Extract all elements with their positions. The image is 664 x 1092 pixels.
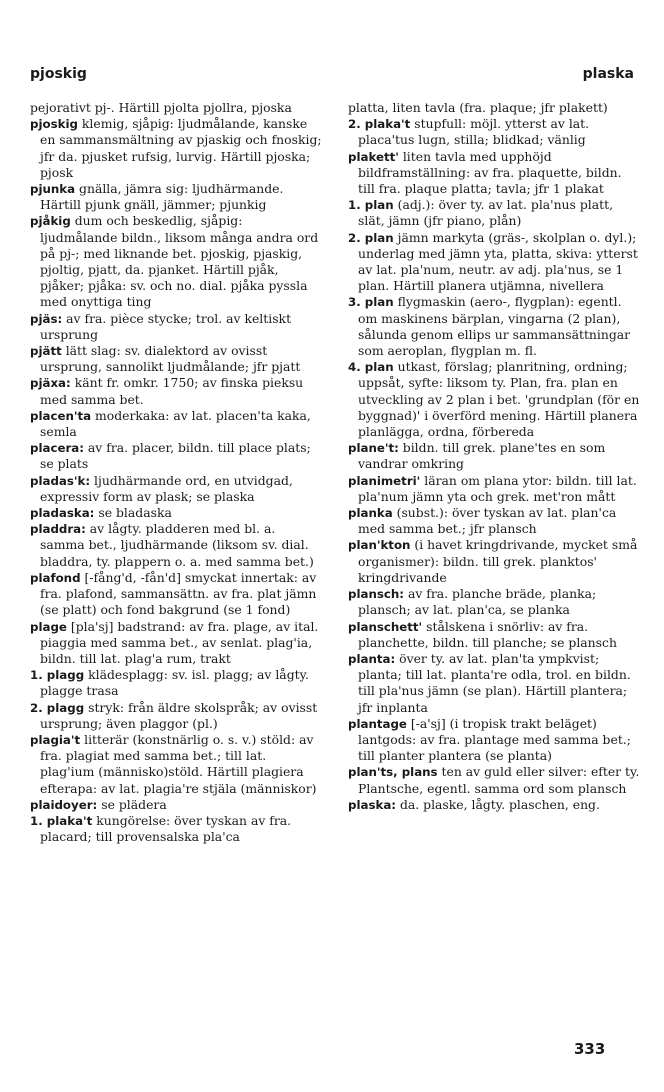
entry-headword: pladaska:: [30, 506, 95, 521]
entry-definition: läran om plana ytor: bildn. till lat. pla'num jämn yta och grek. met'ron mått: [358, 472, 637, 504]
entry-headword: plaidoyer:: [30, 797, 98, 812]
entry-definition: av lågty. pladderen med bl. a. samma bet., ljudhärmande (liksom sv. dial. bladdra, ty. plappern o. a. med samma bet.): [40, 521, 314, 569]
entry-definition: jämn markyta (gräs-, skolplan o. dyl.); underlag med jämn yta, platta, skiva: ytterst av lat. pla'num, neutr. av adj. pla'nus, se 1 plan. Härtill planera utjämna, nivellera: [358, 229, 638, 294]
dictionary-entry: [30, 375, 322, 407]
entry-definition: moderkaka: av lat. placen'ta kaka, semla: [40, 407, 311, 440]
entry-definition: av fra. pièce stycke; trol. av keltiskt ursprung: [40, 310, 292, 342]
entry-definition: [-a'sj] (i tropisk trakt beläget) lantgods: av fra. plantage med samma bet.; till planter plantera (se planta): [358, 715, 631, 764]
dictionary-columns: [30, 100, 640, 845]
dictionary-entry: [30, 813, 322, 845]
entry-headword: plaska:: [348, 797, 396, 812]
dictionary-entry: [30, 343, 322, 375]
dictionary-entry: [30, 619, 322, 668]
running-header: [30, 66, 634, 82]
dictionary-entry: [348, 537, 640, 586]
dictionary-entry: [30, 570, 322, 619]
right-column: [348, 100, 640, 845]
entry-definition: känt fr. omkr. 1750; av finska pieksu med samma bet.: [40, 375, 304, 407]
entry-definition: litterär (konstnärlig o. s. v.) stöld: av fra. plagiat med samma bet.; till lat. plag'ium (människo)stöld. Härtill plagiera efterapa: av lat. plagia're stjäla (människor): [40, 731, 317, 796]
entry-definition: utkast, förslag; planritning, ordning; uppsåt, syfte: liksom ty. Plan, fra. plan en utveckling av 2 plan i bet. 'grundplan (för en byggnad)' i överförd mening. Härtill planera planlägga, ordna, förbereda: [358, 359, 640, 440]
page-number: 333: [574, 1040, 606, 1058]
entry-definition: [-fång'd, -fån'd] smyckat innertak: av fra. plafond, sammansättn. av fra. plat jämn (se platt) och fond bakgrund (se 1 fond): [40, 569, 317, 618]
dictionary-entry: [30, 116, 322, 181]
left-column: [30, 100, 322, 845]
entry-headword: planimetri': [348, 473, 421, 488]
entry-headword: planka: [348, 506, 393, 521]
dictionary-entry: [30, 732, 322, 797]
entry-definition: ljudhärmande ord, en utvidgad, expressiv form av plask; se plaska: [40, 472, 293, 504]
dictionary-entry: [348, 651, 640, 716]
entry-definition: liten tavla med upphöjd bildframställning: av fra. plaquette, bildn. till fra. plaque platta; tavla; jfr 1 plakat: [358, 148, 622, 197]
entry-headword: 1. plan: [348, 198, 394, 213]
dictionary-entry: [348, 149, 640, 198]
entry-definition: av fra. planche bräde, planka; plansch; av lat. plan'ca, se planka: [358, 586, 597, 618]
entry-headword: 4. plan: [348, 360, 394, 375]
entry-definition: klemig, sjåpig: ljudmålande, kanske en sammansmältning av pjaskig och fnoskig; jfr da. pjusket rufsig, lurvig. Härtill pjoska; pjosk: [40, 116, 322, 180]
dictionary-entry: [348, 197, 640, 229]
dictionary-entry: [30, 667, 322, 699]
entry-definition: stupfull: möjl. ytterst av lat. placa'tus lugn, stilla; blidkad; vänlig: [358, 116, 590, 148]
entry-headword: 2. plaka't: [348, 117, 411, 132]
dictionary-entry: [348, 100, 640, 116]
header-left-guideword: pjoskig: [30, 66, 87, 82]
entry-headword: pladas'k:: [30, 473, 91, 488]
entry-definition: da. plaske, lågty. plaschen, eng.: [399, 796, 600, 812]
entry-headword: pjoskig: [30, 117, 78, 132]
dictionary-entry: [30, 505, 322, 521]
dictionary-entry: [348, 764, 640, 796]
entry-headword: plagia't: [30, 732, 81, 747]
dictionary-entry: [348, 797, 640, 813]
dictionary-entry: [30, 440, 322, 472]
entry-definition: bildn. till grek. plane'tes en som vandrar omkring: [358, 440, 606, 472]
dictionary-entry: [30, 213, 322, 310]
entry-headword: plane't:: [348, 441, 399, 456]
entry-definition: över ty. av lat. plan'ta ympkvist; planta; till lat. planta're odla, trol. en bildn. till pla'nus jämn (se plan). Härtill plantera; jfr inplanta: [358, 650, 631, 715]
dictionary-entry: [30, 311, 322, 343]
entry-headword: pjäxa:: [30, 376, 71, 391]
entry-definition: flygmaskin (aero-, flygplan): egentl. om maskinens bärplan, vingarna (2 plan), sålunda genom ellips ur sammansättningar som aeroplan, flygplan m. fl.: [358, 294, 631, 359]
entry-headword: plakett': [348, 149, 399, 164]
entry-headword: 2. plagg: [30, 700, 85, 715]
entry-headword: plan'ts, plans: [348, 765, 438, 780]
dictionary-entry: [30, 700, 322, 732]
entry-headword: placera:: [30, 441, 84, 456]
header-right-guideword: plaska: [582, 66, 634, 82]
dictionary-entry: [348, 440, 640, 472]
dictionary-entry: [30, 797, 322, 813]
entry-definition: kungörelse: över tyskan av fra. placard; till provensalska pla'ca: [40, 812, 292, 845]
entry-headword: 1. plaka't: [30, 813, 93, 828]
entry-headword: plage: [30, 619, 67, 634]
entry-definition: (i havet kringdrivande, mycket små organismer): bildn. till grek. planktos' kringdrivande: [358, 537, 638, 585]
entry-definition: se bladaska: [98, 505, 172, 521]
dictionary-entry: [30, 181, 322, 213]
dictionary-entry: [348, 116, 640, 148]
entry-definition: [pla'sj] badstrand: av fra. plage, av ital. piaggia med samma bet., av senlat. plag'ia, bildn. till lat. plag'a rum, trakt: [40, 618, 319, 666]
dictionary-entry: [30, 521, 322, 570]
entry-definition: dum och beskedlig, sjåpig: ljudmålande bildn., liksom många andra ord på pj-; med liknande bet. pjoskig, pjaskig, pjoltig, pjatt, da. pjanket. Härtill pjåk, pjåker; pjåka: sv. och no. dial. pjåka pyssla med onyttiga ting: [40, 213, 319, 310]
entry-headword: planta:: [348, 651, 396, 666]
entry-headword: 1. plagg: [30, 668, 85, 683]
dictionary-entry: [30, 100, 322, 116]
dictionary-entry: [348, 473, 640, 505]
dictionary-entry: [348, 505, 640, 537]
entry-definition: lätt slag: sv. dialektord av ovisst ursprung, sannolikt ljudmålande; jfr pjatt: [40, 343, 301, 375]
dictionary-entry: [30, 408, 322, 440]
entry-headword: pjåkig: [30, 214, 71, 229]
dictionary-entry: [30, 473, 322, 505]
entry-definition: (subst.): över tyskan av lat. plan'ca med samma bet.; jfr plansch: [358, 505, 617, 537]
entry-headword: plansch:: [348, 587, 404, 602]
entry-headword: pjäs:: [30, 311, 63, 326]
entry-definition: stryk: från äldre skolspråk; av ovisst ursprung; även plaggor (pl.): [40, 699, 318, 731]
entry-headword: plafond: [30, 570, 81, 585]
dictionary-entry: [348, 359, 640, 440]
entry-headword: pladdra:: [30, 522, 86, 537]
entry-definition: stålskena i snörliv: av fra. planchette, bildn. till planche; se plansch: [358, 618, 617, 650]
entry-definition: platta, liten tavla (fra. plaque; jfr plakett): [348, 100, 608, 115]
entry-headword: pjunka: [30, 182, 76, 197]
entry-headword: plantage: [348, 716, 407, 731]
entry-definition: se plädera: [101, 796, 167, 812]
entry-definition: klädesplagg: sv. isl. plagg; av lågty. plagge trasa: [40, 667, 309, 699]
dictionary-entry: [348, 716, 640, 765]
entry-headword: pjätt: [30, 344, 62, 359]
dictionary-entry: [348, 586, 640, 618]
entry-definition: (adj.): över ty. av lat. pla'nus platt, slät, jämn (jfr piano, plån): [358, 197, 614, 229]
entry-definition: ten av guld eller silver: efter ty. Plantsche, egentl. samma ord som plansch: [358, 764, 640, 796]
entry-headword: plan'kton: [348, 538, 411, 553]
dictionary-entry: [348, 294, 640, 359]
entry-definition: gnälla, jämra sig: ljudhärmande. Härtill pjunk gnäll, jämmer; pjunkig: [40, 181, 284, 213]
dictionary-entry: [348, 230, 640, 295]
entry-headword: 3. plan: [348, 295, 394, 310]
dictionary-entry: [348, 619, 640, 651]
entry-definition: av fra. placer, bildn. till place plats; se plats: [40, 440, 311, 472]
entry-headword: placen'ta: [30, 408, 92, 423]
entry-headword: 2. plan: [348, 230, 394, 245]
entry-definition: pejorativt pj-. Härtill pjolta pjollra, pjoska: [30, 100, 292, 115]
entry-headword: planschett': [348, 619, 423, 634]
